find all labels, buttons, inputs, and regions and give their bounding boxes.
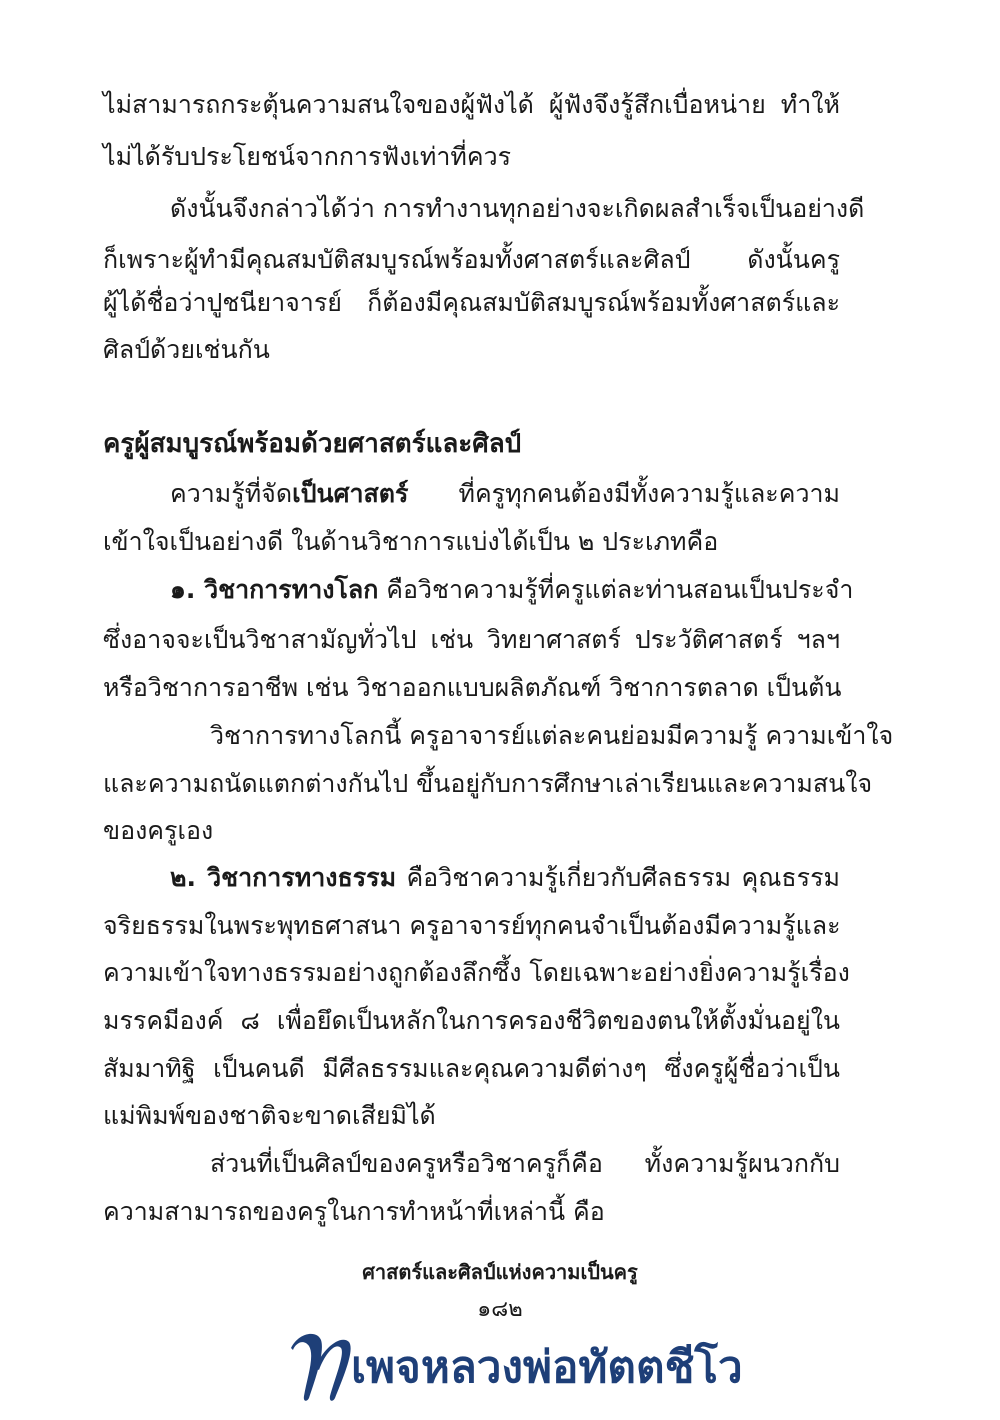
list-item-title: ๑. วิชาการทางโลก [170, 575, 379, 604]
body-text: คือวิชาความรู้เกี่ยวกับศีลธรรม คุณธรรม [396, 863, 840, 892]
body-line: และความถนัดแตกต่างกันไป ขึ้นอยู่กับการศึกษาเล่าเรียนและความสนใจ [103, 769, 873, 798]
list-item-title: ๒. วิชาการทางธรรม [170, 863, 397, 892]
body-text: ที่ครูทุกคนต้องมีทั้งความรู้และความ [408, 479, 840, 508]
page-number: ๑๘๒ [477, 1297, 523, 1322]
list-item-line [170, 858, 840, 898]
body-line: ไม่สามารถกระตุ้นความสนใจของผู้ฟังได้ ผู้ฟังจึงรู้สึกเบื่อหน่าย ทำให้ [103, 90, 840, 119]
body-line: วิชาการทางโลกนี้ ครูอาจารย์แต่ละคนย่อมมีความรู้ ความเข้าใจ [210, 721, 894, 750]
bold-term: เป็นศาสตร์ [292, 479, 409, 508]
page-logo [285, 1328, 743, 1408]
body-text: คือวิชาความรู้ที่ครูแต่ละท่านสอนเป็นประจำ [378, 575, 854, 604]
body-text: ความรู้ที่จัด [170, 479, 293, 508]
book-title: ศาสตร์และศิลป์แห่งความเป็นครู [362, 1260, 638, 1284]
body-line: หรือวิชาการอาชีพ เช่น วิชาออกแบบผลิตภัณฑ์ วิชาการตลาด เป็นต้น [103, 673, 842, 702]
body-line: ความเข้าใจทางธรรมอย่างถูกต้องลึกซึ้ง โดยเฉพาะอย่างยิ่งความรู้เรื่อง [103, 958, 850, 987]
body-line [170, 474, 840, 514]
body-line: มรรคมีองค์ ๘ เพื่อยึดเป็นหลักในการครองชีวิตของตนให้ตั้งมั่นอยู่ใน [103, 1006, 840, 1035]
logo-text: เพจหลวงพ่อทัตตชีโว [351, 1342, 743, 1393]
body-line: ดังนั้นจึงกล่าวได้ว่า การทำงานทุกอย่างจะเกิดผลสำเร็จเป็นอย่างดี [170, 194, 865, 223]
body-line: จริยธรรมในพระพุทธศาสนา ครูอาจารย์ทุกคนจำเป็นต้องมีความรู้และ [103, 911, 841, 940]
body-line: ความสามารถของครูในการทำหน้าที่เหล่านี้ คือ [103, 1197, 605, 1226]
list-item-line [170, 570, 854, 610]
body-line: ก็เพราะผู้ทำมีคุณสมบัติสมบูรณ์พร้อมทั้งศาสตร์และศิลป์ ดังนั้นครู [103, 245, 840, 274]
body-line: เข้าใจเป็นอย่างดี ในด้านวิชาการแบ่งได้เป็น ๒ ประเภทคือ [103, 527, 719, 556]
body-line: ผู้ได้ชื่อว่าปูชนียาจารย์ ก็ต้องมีคุณสมบัติสมบูรณ์พร้อมทั้งศาสตร์และ [103, 288, 840, 317]
body-line: แม่พิมพ์ของชาติจะขาดเสียมิได้ [103, 1101, 436, 1130]
brush-mark-icon [285, 1328, 355, 1406]
body-line: ไม่ได้รับประโยชน์จากการฟังเท่าที่ควร [103, 142, 512, 171]
section-heading: ครูผู้สมบูรณ์พร้อมด้วยศาสตร์และศิลป์ [103, 429, 522, 459]
body-line: ของครูเอง [103, 816, 214, 845]
body-line: ศิลป์ด้วยเช่นกัน [103, 335, 270, 364]
body-line: ส่วนที่เป็นศิลป์ของครูหรือวิชาครูก็คือ ทั้งความรู้ผนวกกับ [210, 1149, 840, 1178]
body-line: ซึ่งอาจจะเป็นวิชาสามัญทั่วไป เช่น วิทยาศาสตร์ ประวัติศาสตร์ ฯลฯ [103, 625, 840, 654]
body-line: สัมมาทิฐิ เป็นคนดี มีศีลธรรมและคุณความดีต่างๆ ซึ่งครูผู้ชื่อว่าเป็น [103, 1054, 840, 1083]
